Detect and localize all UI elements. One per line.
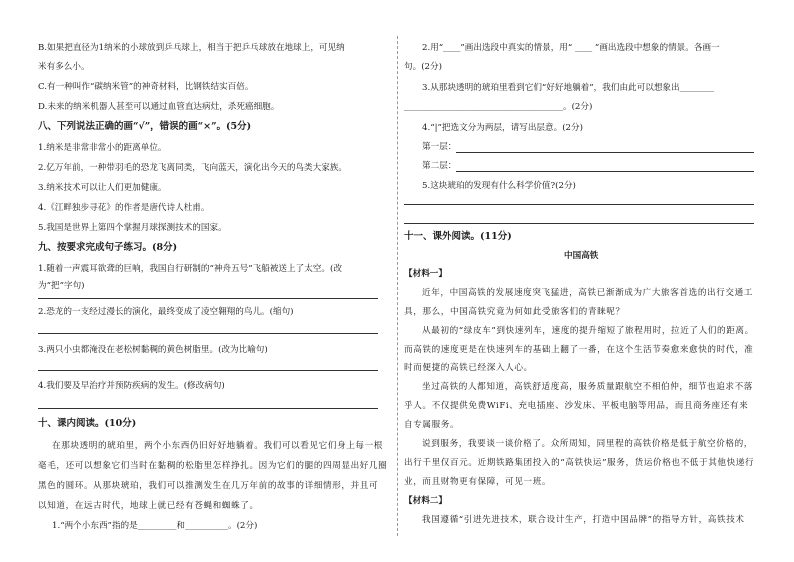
q10-3-line1: 3.从那块透明的琥珀里看到它们“好好地躺着”，我们由此可以想象出________: [422, 83, 714, 93]
passage-line: 乎人。不仅提供免费WiFi、充电插座、沙发床、平板电脑等用品，而且商务座还有来: [404, 401, 749, 411]
q7-option-b-line1: B.如果把直径为1纳米的小球放到乒乓球上，相当于把乒乓球放在地球上，可见纳: [38, 43, 345, 53]
passage-line: 说到服务，我要谈一谈价格了。众所周知，同里程的高铁价格是低于航空价格的，: [422, 439, 753, 449]
answer-line[interactable]: [456, 152, 754, 153]
passage-line: 我国遵循“引进先进技术，联合设计生产，打造中国品牌”的指导方针，高铁技术: [422, 515, 745, 525]
passage-line: 毫毛，还可以想象它们当时在黏稠的松脂里怎样挣扎。因为它们的腿的四周显出好几圈: [38, 461, 388, 471]
section-9-title: 九、按要求完成句子练习。(8分): [38, 242, 178, 253]
q10-1: 1.“两个小东西”指的是_________和__________。(2分): [52, 521, 258, 531]
material-1-label: 【材料一】: [404, 269, 447, 279]
q10-3-line2: _____________________________________。(2分): [404, 102, 593, 112]
answer-line[interactable]: [38, 333, 378, 334]
q9-1-line1: 1.随着一声震耳欲聋的巨响，我国自行研制的“神舟五号”飞船被送上了太空。(改: [38, 264, 342, 274]
answer-line[interactable]: [38, 298, 378, 299]
answer-line[interactable]: [404, 223, 754, 224]
section-10-title: 十、课内阅读。(10分): [38, 418, 137, 429]
q7-option-b-line2: 米有多么小。: [38, 62, 90, 72]
q7-option-d: D.未来的纳米机器人甚至可以通过血管直达病灶，杀死癌细胞。: [38, 102, 280, 112]
material-2-label: 【材料二】: [404, 496, 447, 506]
layer-1-label: 第一层：: [422, 142, 457, 152]
passage-line: 黑色的圆环。从那块琥珀，我们可以推测发生在几万年前的故事的详细情形，并且可: [38, 481, 379, 491]
answer-line[interactable]: [456, 171, 754, 172]
passage-line: 出行千里仅百元。近期铁路集团投入的“高铁快运”服务，货运价格也不低于其他快递行: [404, 458, 755, 468]
passage-line: 近年，中国高铁的发展速度突飞猛进，高铁已渐渐成为广大旅客首选的出行交通工: [422, 288, 753, 298]
passage-line: 具，那么，中国高铁究竟为何如此受旅客们的青睐呢？: [404, 307, 625, 317]
layer-2-label: 第二层：: [422, 161, 457, 171]
q8-item-4: 4.《江畔独步寻花》的作者是唐代诗人杜甫。: [38, 203, 210, 213]
section-8-title: 八、下列说法正确的画“√”，错误的画“×”。(5分): [38, 121, 252, 132]
q8-item-3: 3.纳米技术可以让人们更加健康。: [38, 183, 167, 193]
passage-line: 坐过高铁的人都知道，高铁舒适度高，服务质量跟航空不相伯仲，细节也追求不落: [422, 382, 753, 392]
q10-4: 4.“|”把选文分为两层，请写出层意。(2分): [422, 123, 583, 133]
passage-line: 时而便捷的高铁已经深入人心。: [404, 363, 533, 373]
q9-2: 2.恐龙的一支经过漫长的演化，最终变成了凌空翱翔的鸟儿。(缩句): [38, 307, 294, 317]
column-divider: [397, 36, 398, 536]
answer-line[interactable]: [38, 370, 378, 371]
q9-3: 3.两只小虫都淹没在老松树黏稠的黄色树脂里。(改为比喻句): [38, 345, 268, 355]
answer-line[interactable]: [38, 408, 378, 409]
answer-line[interactable]: [404, 204, 754, 205]
passage-line: 自专属服务。: [404, 420, 460, 430]
q8-item-5: 5.我国是世界上第四个掌握月球探测技术的国家。: [38, 223, 227, 233]
passage-line: 业，而且财物更有保障，可见一班。: [404, 477, 552, 487]
section-11-title: 十一、课外阅读。(11分): [404, 231, 512, 242]
q8-item-2: 2.亿万年前，一种带羽毛的恐龙飞离同类，飞向蓝天，演化出今天的鸟类大家族。: [38, 163, 347, 173]
q9-1-line2: 为“把”字句): [38, 281, 85, 291]
q10-2-line1: 2.用“____”画出选段中真实的情景，用“ ____ ”画出选段中想象的情景。各画一: [422, 43, 720, 53]
passage-line: 从最初的“绿皮车”到快速列车，速度的提升缩短了旅程用时，拉近了人们的距离。: [422, 326, 754, 336]
passage-line: 而高铁的速度更是在快速列车的基础上翻了一番，在这个生活节奏愈来愈快的时代，准: [404, 345, 754, 355]
passage-line: 在那块透明的琥珀里，两个小东西仍旧好好地躺着。我们可以看见它们身上每一根: [52, 441, 383, 451]
q9-4: 4.我们要及早治疗并预防疾病的发生。(修改病句): [38, 381, 225, 391]
q8-item-1: 1.纳米是非常非常小的距离单位。: [38, 143, 167, 153]
q10-2-line2: 句。(2分): [404, 62, 442, 72]
q7-option-c: C.有一种叫作“碳纳米管”的神奇材料，比钢铁结实百倍。: [38, 82, 254, 92]
article-title: 中国高铁: [564, 251, 599, 261]
q10-5: 5.这块琥珀的发现有什么科学价值?(2分): [422, 181, 576, 191]
passage-line: 以知道，在远古时代，地球上就已经有苍蝇和蜘蛛了。: [38, 501, 259, 511]
